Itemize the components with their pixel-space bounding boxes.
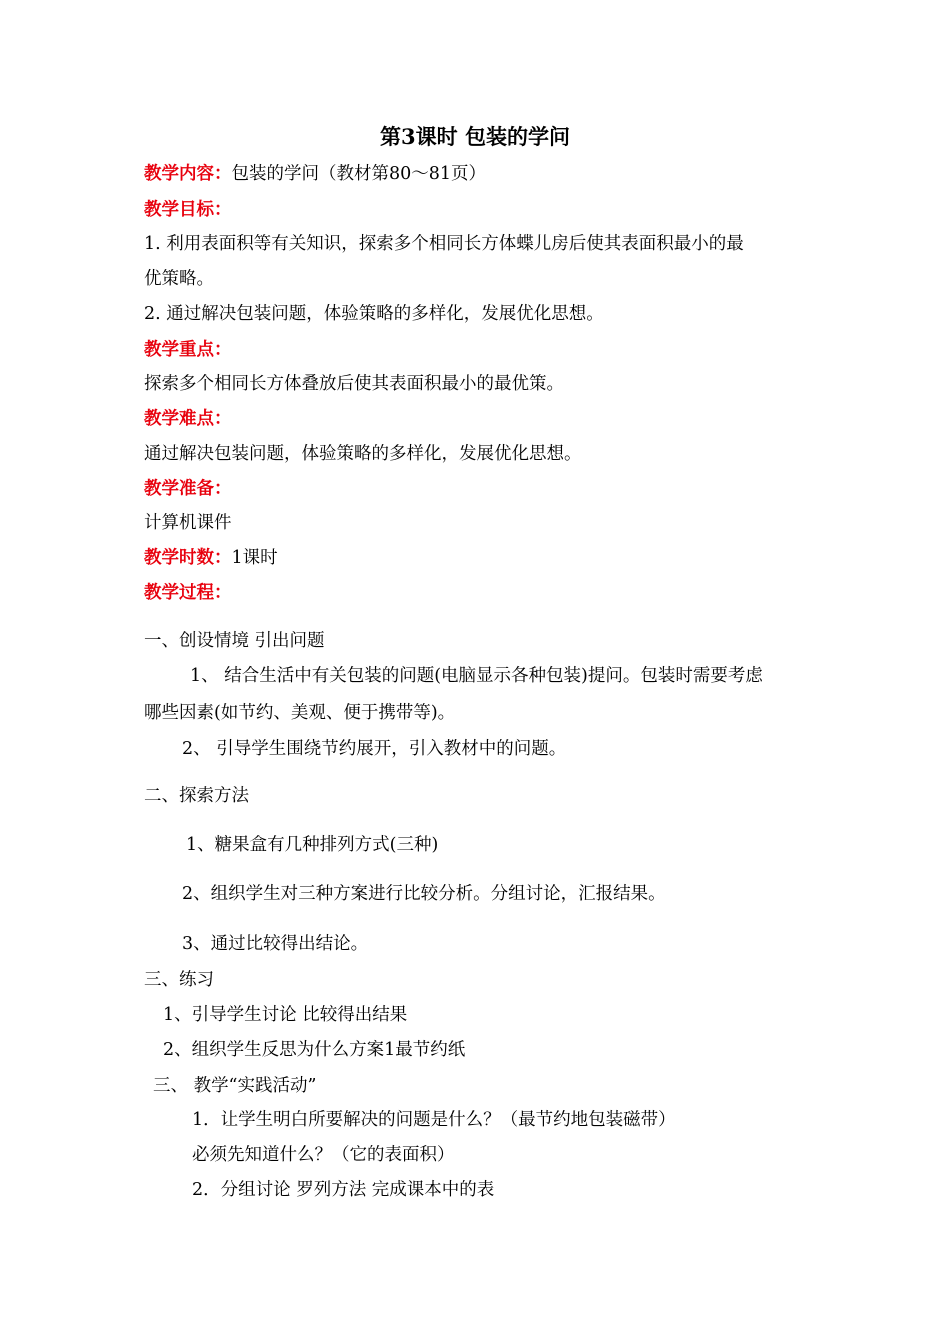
section-2-item-2: 2、组织学生对三种方案进行比较分析。分组讨论，汇报结果。: [182, 884, 666, 904]
objective-item-1-cont: 优策略。: [144, 269, 214, 289]
content-text: 包装的学问（教材第80～81页）: [231, 164, 487, 184]
section-4-item-2: 2．分组讨论 罗列方法 完成课本中的表: [192, 1180, 495, 1200]
section-3-item-2: 2、组织学生反思为什么方案1最节约纸: [163, 1040, 466, 1060]
hours-label: 教学时数：: [144, 548, 232, 568]
difficulty-text: 通过解决包装问题，体验策略的多样化，发展优化思想。: [144, 444, 582, 464]
section-1-heading: 一、创设情境 引出问题: [144, 631, 325, 651]
objective-item-2: 2. 通过解决包装问题，体验策略的多样化，发展优化思想。: [144, 304, 604, 324]
key-point-text: 探索多个相同长方体叠放后使其表面积最小的最优策。: [144, 374, 564, 394]
process-label: 教学过程：: [144, 583, 232, 603]
section-4-item-1-sub: 必须先知道什么？（它的表面积）: [192, 1145, 455, 1165]
section-4-item-1: 1．让学生明白所要解决的问题是什么？（最节约地包装磁带）: [192, 1110, 676, 1130]
section-1-item-1-cont: 哪些因素(如节约、美观、便于携带等)。: [144, 703, 456, 723]
section-3-heading: 三、练习: [144, 970, 214, 990]
hours-text: 1课时: [231, 548, 278, 568]
preparation-label: 教学准备：: [144, 479, 232, 499]
difficulty-label: 教学难点：: [144, 409, 232, 429]
page-title: 第3课时 包装的学问: [380, 124, 570, 149]
objective-item-1: 1. 利用表面积等有关知识，探索多个相同长方体蝶儿房后使其表面积最小的最: [144, 234, 744, 254]
section-4-heading: 三、 教学“实践活动”: [153, 1076, 317, 1096]
section-2-heading: 二、探索方法: [144, 786, 249, 806]
section-2-item-3: 3、通过比较得出结论。: [182, 934, 369, 954]
key-point-label: 教学重点：: [144, 340, 232, 360]
content-row: [144, 162, 486, 186]
hours-row: [144, 546, 278, 570]
section-2-item-1: 1、糖果盒有几种排列方式(三种): [186, 835, 439, 855]
objectives-label: 教学目标：: [144, 200, 232, 220]
content-label: 教学内容：: [144, 164, 232, 184]
section-3-item-1: 1、引导学生讨论 比较得出结果: [163, 1005, 408, 1025]
preparation-text: 计算机课件: [144, 513, 232, 533]
section-1-item-1: 1、 结合生活中有关包装的问题(电脑显示各种包装)提问。包装时需要考虑: [190, 666, 763, 686]
section-1-item-2: 2、 引导学生围绕节约展开，引入教材中的问题。: [182, 739, 567, 759]
